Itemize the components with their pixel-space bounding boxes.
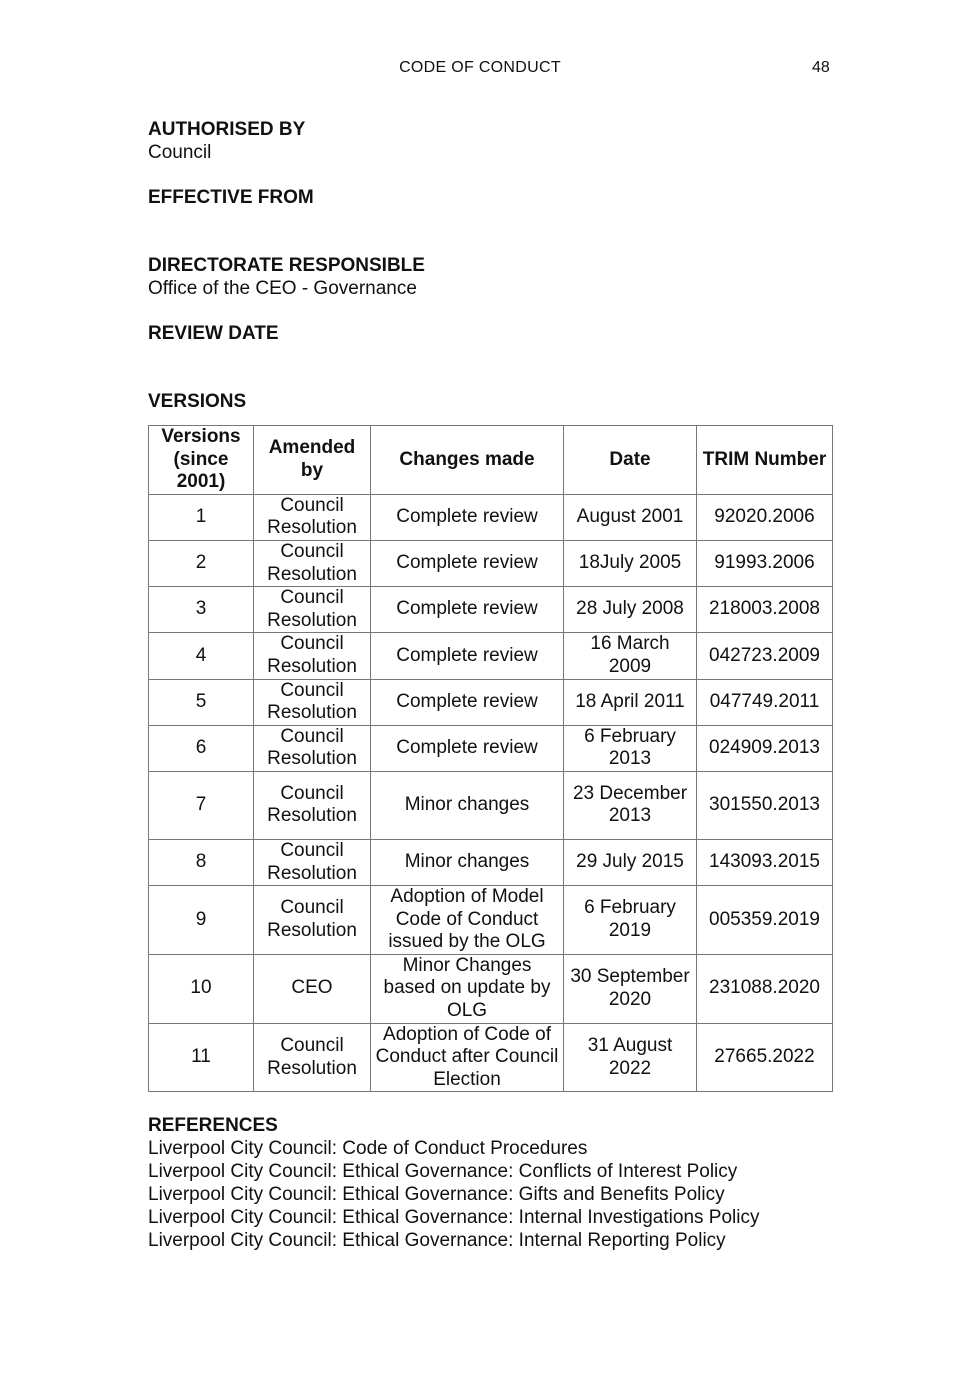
- table-row: [149, 587, 833, 633]
- date-cell: 31 August 2022: [564, 1023, 697, 1092]
- column-header-version: Versions (since 2001): [149, 426, 254, 495]
- version-cell: 4: [149, 633, 254, 679]
- document-body: [148, 118, 832, 1252]
- changes-made-cell: Complete review: [371, 633, 564, 679]
- amended-by-cell: Council Resolution: [254, 633, 371, 679]
- references-heading: REFERENCES: [148, 1115, 278, 1137]
- table-row: [149, 494, 833, 540]
- page-header-title: CODE OF CONDUCT: [399, 59, 561, 76]
- date-cell: 18 April 2011: [564, 679, 697, 725]
- version-cell: 2: [149, 540, 254, 586]
- versions-heading: VERSIONS: [148, 391, 247, 412]
- version-cell: 8: [149, 839, 254, 885]
- trim-number-cell: 92020.2006: [697, 494, 833, 540]
- trim-number-cell: 301550.2013: [697, 771, 833, 839]
- amended-by-cell: Council Resolution: [254, 540, 371, 586]
- references-section: [148, 1114, 832, 1252]
- reference-item: Liverpool City Council: Ethical Governance: Conflicts of Interest Policy: [148, 1161, 738, 1183]
- changes-made-cell: Minor changes: [371, 771, 564, 839]
- table-row: [149, 886, 833, 955]
- table-row: [149, 839, 833, 885]
- trim-number-cell: 231088.2020: [697, 954, 833, 1023]
- amended-by-cell: Council Resolution: [254, 587, 371, 633]
- version-cell: 6: [149, 725, 254, 771]
- reference-item: Liverpool City Council: Ethical Governance: Gifts and Benefits Policy: [148, 1184, 725, 1206]
- amended-by-cell: Council Resolution: [254, 1023, 371, 1092]
- table-row: [149, 633, 833, 679]
- trim-number-cell: 218003.2008: [697, 587, 833, 633]
- version-cell: 1: [149, 494, 254, 540]
- date-cell: 16 March 2009: [564, 633, 697, 679]
- changes-made-cell: Minor changes: [371, 839, 564, 885]
- table-row: [149, 771, 833, 839]
- directorate-value: Office of the CEO - Governance: [148, 278, 417, 299]
- trim-number-cell: 024909.2013: [697, 725, 833, 771]
- changes-made-cell: Adoption of Code of Conduct after Council Election: [371, 1023, 564, 1092]
- effective-from-heading: EFFECTIVE FROM: [148, 187, 314, 208]
- changes-made-cell: Minor Changes based on update by OLG: [371, 954, 564, 1023]
- trim-number-cell: 005359.2019: [697, 886, 833, 955]
- date-cell: 6 February 2013: [564, 725, 697, 771]
- version-cell: 5: [149, 679, 254, 725]
- column-header-trim-number: TRIM Number: [697, 426, 833, 495]
- amended-by-cell: Council Resolution: [254, 494, 371, 540]
- table-row: [149, 1023, 833, 1092]
- reference-item: Liverpool City Council: Ethical Governance: Internal Reporting Policy: [148, 1230, 726, 1252]
- table-row: [149, 679, 833, 725]
- amended-by-cell: Council Resolution: [254, 679, 371, 725]
- versions-header-row: [149, 426, 833, 495]
- directorate-heading: DIRECTORATE RESPONSIBLE: [148, 255, 425, 276]
- date-cell: 6 February 2019: [564, 886, 697, 955]
- changes-made-cell: Adoption of Model Code of Conduct issued by the OLG: [371, 886, 564, 955]
- reference-item: Liverpool City Council: Ethical Governance: Internal Investigations Policy: [148, 1207, 760, 1229]
- changes-made-cell: Complete review: [371, 540, 564, 586]
- amended-by-cell: Council Resolution: [254, 839, 371, 885]
- amended-by-cell: Council Resolution: [254, 771, 371, 839]
- date-cell: 30 September 2020: [564, 954, 697, 1023]
- amended-by-cell: Council Resolution: [254, 886, 371, 955]
- version-cell: 9: [149, 886, 254, 955]
- changes-made-cell: Complete review: [371, 587, 564, 633]
- date-cell: 23 December 2013: [564, 771, 697, 839]
- authorised-by-heading: AUTHORISED BY: [148, 119, 306, 140]
- changes-made-cell: Complete review: [371, 494, 564, 540]
- trim-number-cell: 143093.2015: [697, 839, 833, 885]
- date-cell: 29 July 2015: [564, 839, 697, 885]
- reference-item: Liverpool City Council: Code of Conduct Procedures: [148, 1138, 588, 1160]
- version-cell: 3: [149, 587, 254, 633]
- review-date-heading: REVIEW DATE: [148, 323, 279, 344]
- authorised-by-value: Council: [148, 142, 212, 163]
- trim-number-cell: 27665.2022: [697, 1023, 833, 1092]
- amended-by-cell: Council Resolution: [254, 725, 371, 771]
- table-row: [149, 725, 833, 771]
- column-header-changes-made: Changes made: [371, 426, 564, 495]
- trim-number-cell: 91993.2006: [697, 540, 833, 586]
- date-cell: 18July 2005: [564, 540, 697, 586]
- amended-by-cell: CEO: [254, 954, 371, 1023]
- date-cell: 28 July 2008: [564, 587, 697, 633]
- page-number: 48: [812, 59, 830, 76]
- trim-number-cell: 047749.2011: [697, 679, 833, 725]
- changes-made-cell: Complete review: [371, 679, 564, 725]
- version-cell: 7: [149, 771, 254, 839]
- version-cell: 11: [149, 1023, 254, 1092]
- date-cell: August 2001: [564, 494, 697, 540]
- version-cell: 10: [149, 954, 254, 1023]
- column-header-amended-by: Amended by: [254, 426, 371, 495]
- column-header-date: Date: [564, 426, 697, 495]
- table-row: [149, 540, 833, 586]
- changes-made-cell: Complete review: [371, 725, 564, 771]
- table-row: [149, 954, 833, 1023]
- versions-table: [148, 425, 833, 1092]
- trim-number-cell: 042723.2009: [697, 633, 833, 679]
